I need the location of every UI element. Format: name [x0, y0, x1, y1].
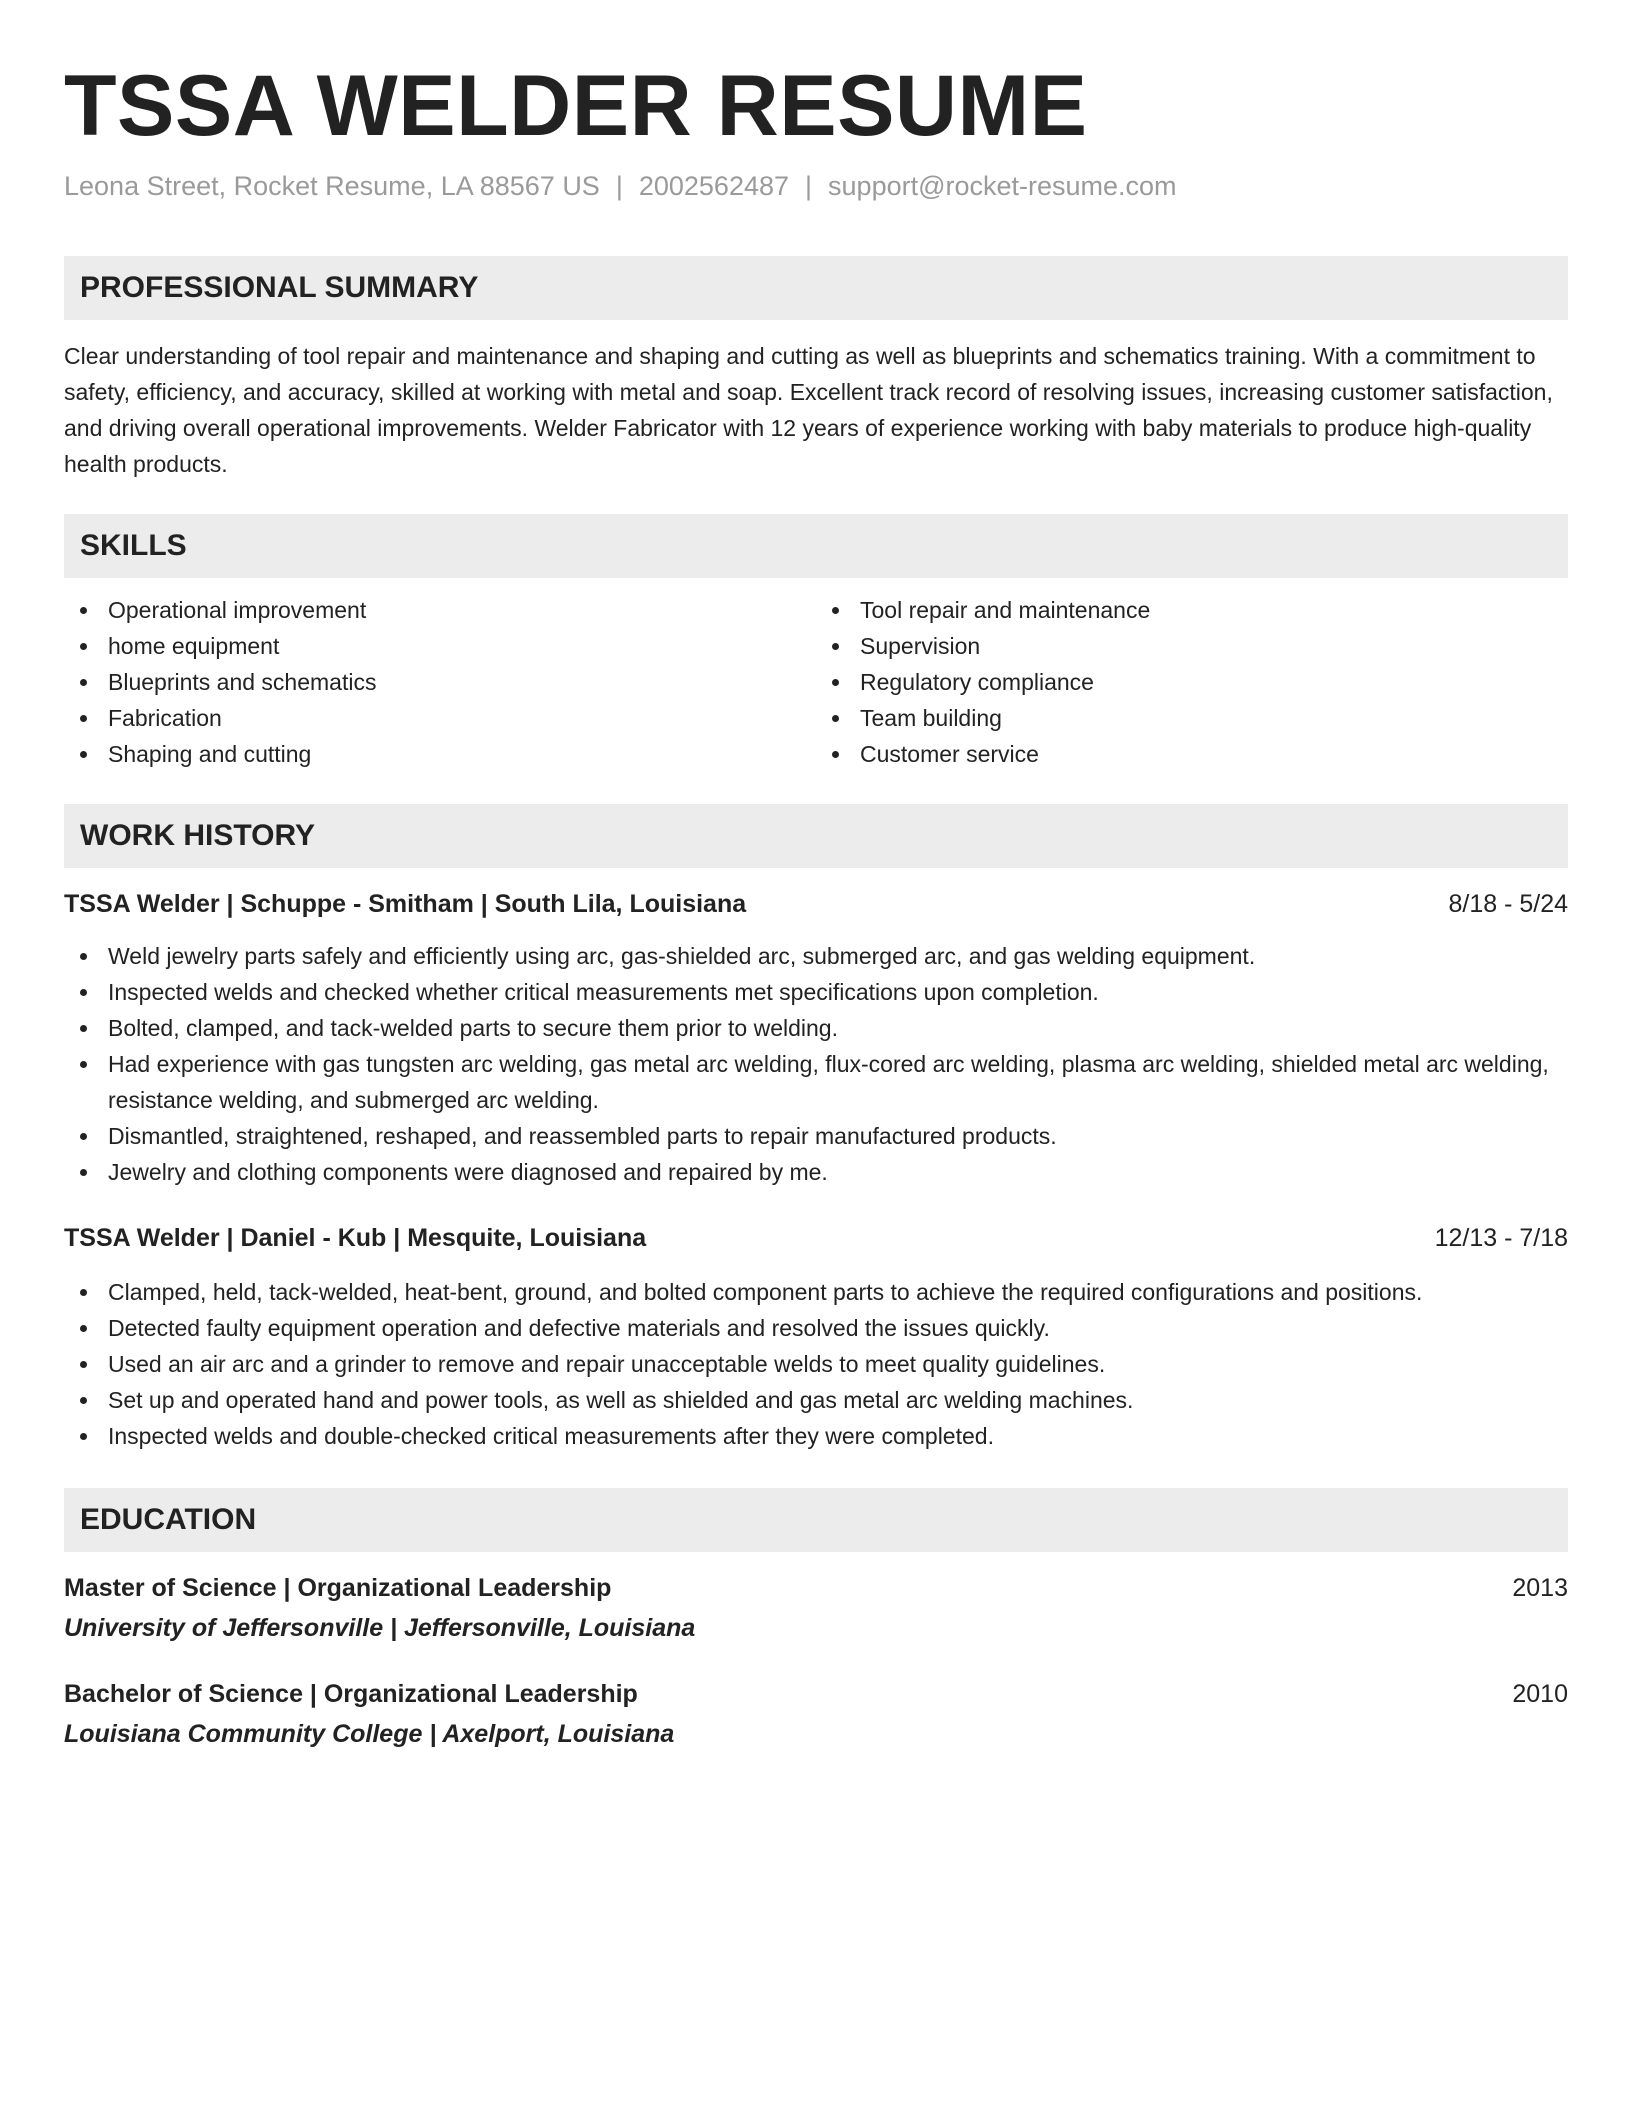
resume-name: TSSA WELDER RESUME	[64, 58, 1088, 154]
job-title: TSSA Welder | Schuppe - Smitham | South Lila, Louisiana	[64, 890, 747, 918]
job-header	[64, 886, 1568, 922]
job-duty: Jewelry and clothing components were diagnosed and repaired by me.	[64, 1154, 1568, 1190]
contact-line	[64, 168, 1568, 204]
job-duty: Set up and operated hand and power tools, as well as shielded and gas metal arc welding machines.	[64, 1382, 1568, 1418]
job-duty: Bolted, clamped, and tack-welded parts to secure them prior to welding.	[64, 1010, 1568, 1046]
education-year: 2010	[1512, 1680, 1568, 1708]
education-entry	[64, 1570, 1568, 1646]
education-degree: Master of Science | Organizational Leadership	[64, 1574, 612, 1602]
summary-text: Clear understanding of tool repair and maintenance and shaping and cutting as well as blueprints and schematics training. With a commitment to safety, efficiency, and accuracy, skilled at working with metal and soap. Excellent track record of resolving issues, increasing customer satisfaction, and driving overall operational improvements. Welder Fabricator with 12 years of experience working with baby materials to produce high-quality health products.	[64, 343, 1553, 477]
job-dates: 8/18 - 5/24	[1448, 890, 1568, 918]
section-header-skills: SKILLS	[64, 514, 1568, 578]
contact-address: Leona Street, Rocket Resume, LA 88567 US	[64, 171, 600, 201]
education-header	[64, 1676, 1568, 1712]
job-entry	[64, 886, 1568, 1190]
skill-item: Tool repair and maintenance	[816, 592, 1568, 628]
section-header-work-history: WORK HISTORY	[64, 804, 1568, 868]
job-entry	[64, 1220, 1568, 1454]
job-duty: Inspected welds and double-checked critical measurements after they were completed.	[64, 1418, 1568, 1454]
skill-item: Operational improvement	[64, 592, 816, 628]
job-dates: 12/13 - 7/18	[1434, 1224, 1568, 1252]
job-header	[64, 1220, 1568, 1256]
skill-item: Shaping and cutting	[64, 736, 816, 772]
job-duty: Detected faulty equipment operation and defective materials and resolved the issues quickly.	[64, 1310, 1568, 1346]
education-entry	[64, 1676, 1568, 1752]
section-header-education: EDUCATION	[64, 1488, 1568, 1552]
job-duties	[64, 1274, 1568, 1454]
job-duty: Had experience with gas tungsten arc welding, gas metal arc welding, flux-cored arc welding, plasma arc welding, shielded metal arc welding, resistance welding, and submerged arc welding.	[64, 1046, 1568, 1118]
contact-email[interactable]: support@rocket-resume.com	[828, 171, 1177, 201]
skill-item: Fabrication	[64, 700, 816, 736]
job-duty: Inspected welds and checked whether critical measurements met specifications upon completion.	[64, 974, 1568, 1010]
skill-item: Supervision	[816, 628, 1568, 664]
job-duties	[64, 938, 1568, 1190]
contact-phone: 2002562487	[638, 171, 790, 201]
skills-list	[64, 592, 1568, 772]
skills-column-right	[816, 592, 1568, 772]
job-duty: Weld jewelry parts safely and efficiently using arc, gas-shielded arc, submerged arc, and gas welding equipment.	[64, 938, 1568, 974]
contact-separator: |	[615, 171, 623, 201]
job-duty: Used an air arc and a grinder to remove and repair unacceptable welds to meet quality guidelines.	[64, 1346, 1568, 1382]
skills-column-left	[64, 592, 816, 772]
job-title: TSSA Welder | Daniel - Kub | Mesquite, Louisiana	[64, 1224, 647, 1252]
skill-item: Customer service	[816, 736, 1568, 772]
skill-item: Blueprints and schematics	[64, 664, 816, 700]
education-header	[64, 1570, 1568, 1606]
education-degree: Bachelor of Science | Organizational Leadership	[64, 1680, 638, 1708]
education-school: University of Jeffersonville | Jeffersonville, Louisiana	[64, 1614, 696, 1642]
education-year: 2013	[1512, 1574, 1568, 1602]
section-header-summary: PROFESSIONAL SUMMARY	[64, 256, 1568, 320]
skill-item: home equipment	[64, 628, 816, 664]
job-duty: Clamped, held, tack-welded, heat-bent, ground, and bolted component parts to achieve the required configurations and positions.	[64, 1274, 1568, 1310]
education-school: Louisiana Community College | Axelport, Louisiana	[64, 1720, 675, 1748]
contact-separator: |	[805, 171, 813, 201]
skill-item: Regulatory compliance	[816, 664, 1568, 700]
job-duty: Dismantled, straightened, reshaped, and reassembled parts to repair manufactured products.	[64, 1118, 1568, 1154]
skill-item: Team building	[816, 700, 1568, 736]
